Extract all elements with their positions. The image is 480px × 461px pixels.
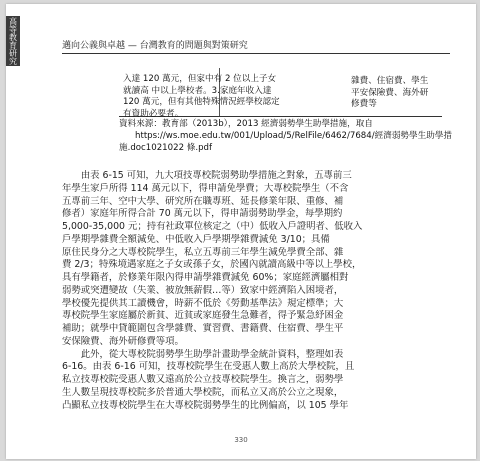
body-line: 安保險費、海外研修費等項。 (62, 335, 184, 347)
source-url-line: 施.doc1021022 條.pdf (119, 143, 213, 153)
source-note (119, 118, 452, 154)
page-number: 330 (234, 436, 248, 444)
body-line: 由表 6-15 可知，九大項技專校院弱勢助學措施之對象，五專前三 (62, 170, 352, 181)
table-line: 平安保險費、海外研 (351, 87, 429, 98)
body-line: 五專前三年、空中大學、研究所在職專班、延長修業年限、重修、補 (62, 195, 344, 207)
running-head: 邁向公義與卓越 — 台灣教育的問題與對策研究 (62, 41, 248, 51)
side-section-tab: 高等教育研究 (6, 16, 20, 66)
body-line: 修者）家庭年所得合計 70 萬元以下，得申請弱勢助學金，每學期約 (62, 208, 343, 220)
source-url-line: https://ws.moe.edu.tw/001/Upload/5/RelFile/6462/7684/經濟弱勢學生助學措 (135, 131, 452, 141)
table-line: 有資助必要者。 (123, 108, 184, 119)
table-line: 120 萬元，但有其他特殊情況經學校認定 (123, 97, 280, 107)
body-line: 補助；就學中貸範圍包含學雜費、實習費、書籍費、住宿費、學生平 (62, 323, 344, 334)
body-line: 私立技專校院受惠人數又遠高於公立技專校院學生。換言之，弱勢學 (62, 374, 344, 385)
body-text (62, 170, 454, 412)
table-line: 修費等 (351, 99, 377, 109)
body-line: 具有學籍者，於修業年限內得申請學雜費減免 60%；家庭經濟屬相對 (62, 272, 349, 283)
body-line: 生人數呈現技專校院多於普通大學校院，而私立又高於公立之現象， (62, 386, 344, 398)
body-line: 5,000-35,000 元；持有社政單位核定之（中）低收入戶證明者、低收入 (62, 221, 363, 232)
table-line: 雜費、住宿費、學生 (351, 76, 429, 86)
table-fragment (119, 68, 442, 117)
body-line: 弱勢或突遭變故（失業、被放無薪假…等）致家中經濟陷入困境者， (62, 284, 344, 296)
source-line: 資料來源：教育部（2013b），2013 經濟弱勢學生助學措施，取自 (119, 119, 373, 129)
body-line: 年學生家戶所得 114 萬元以下，得申請免學費；大專校院學生（不含 (62, 182, 349, 194)
table-cell-items (351, 76, 441, 111)
body-line: 專校院學生家庭屬於新貧、近貧或家庭發生急難者，得予緊急紓困金 (62, 310, 344, 322)
body-line: 戶學期學雜費全額減免、中低收入戶學期學雜費減免 3/10；具備 (62, 233, 330, 245)
body-line: 原住民身分之大專校院學生，私立五專前三年學生減免學費全部、雜 (62, 246, 344, 258)
document-page (6, 4, 476, 459)
body-line: 凸顯私立技專校院學生在大專校院弱勢學生的比例偏高，以 105 學年 (62, 399, 349, 411)
table-cell-eligibility (123, 74, 343, 120)
table-line: 就讀高 中以上學校者。3.家庭年收入達 (123, 85, 272, 96)
body-line: 費 2/3；特殊境遇家庭之子女或孫子女，於國內就讀高級中等以上學校， (62, 259, 362, 271)
body-line: 學校優先提供其工讀機會，時薪不低於《勞動基準法》規定標準；大 (62, 297, 344, 309)
header-rule (62, 53, 450, 54)
body-line: 6-16。由表 6-16 可知，技專校院學生在受惠人數上高於大學校院，且 (62, 361, 355, 373)
body-line: 此外，從大專校院弱勢學生助學計畫助學金統計資料，整理如表 (62, 348, 344, 360)
table-line: 入達 120 萬元，但家中有 2 位以上子女 (123, 74, 277, 84)
